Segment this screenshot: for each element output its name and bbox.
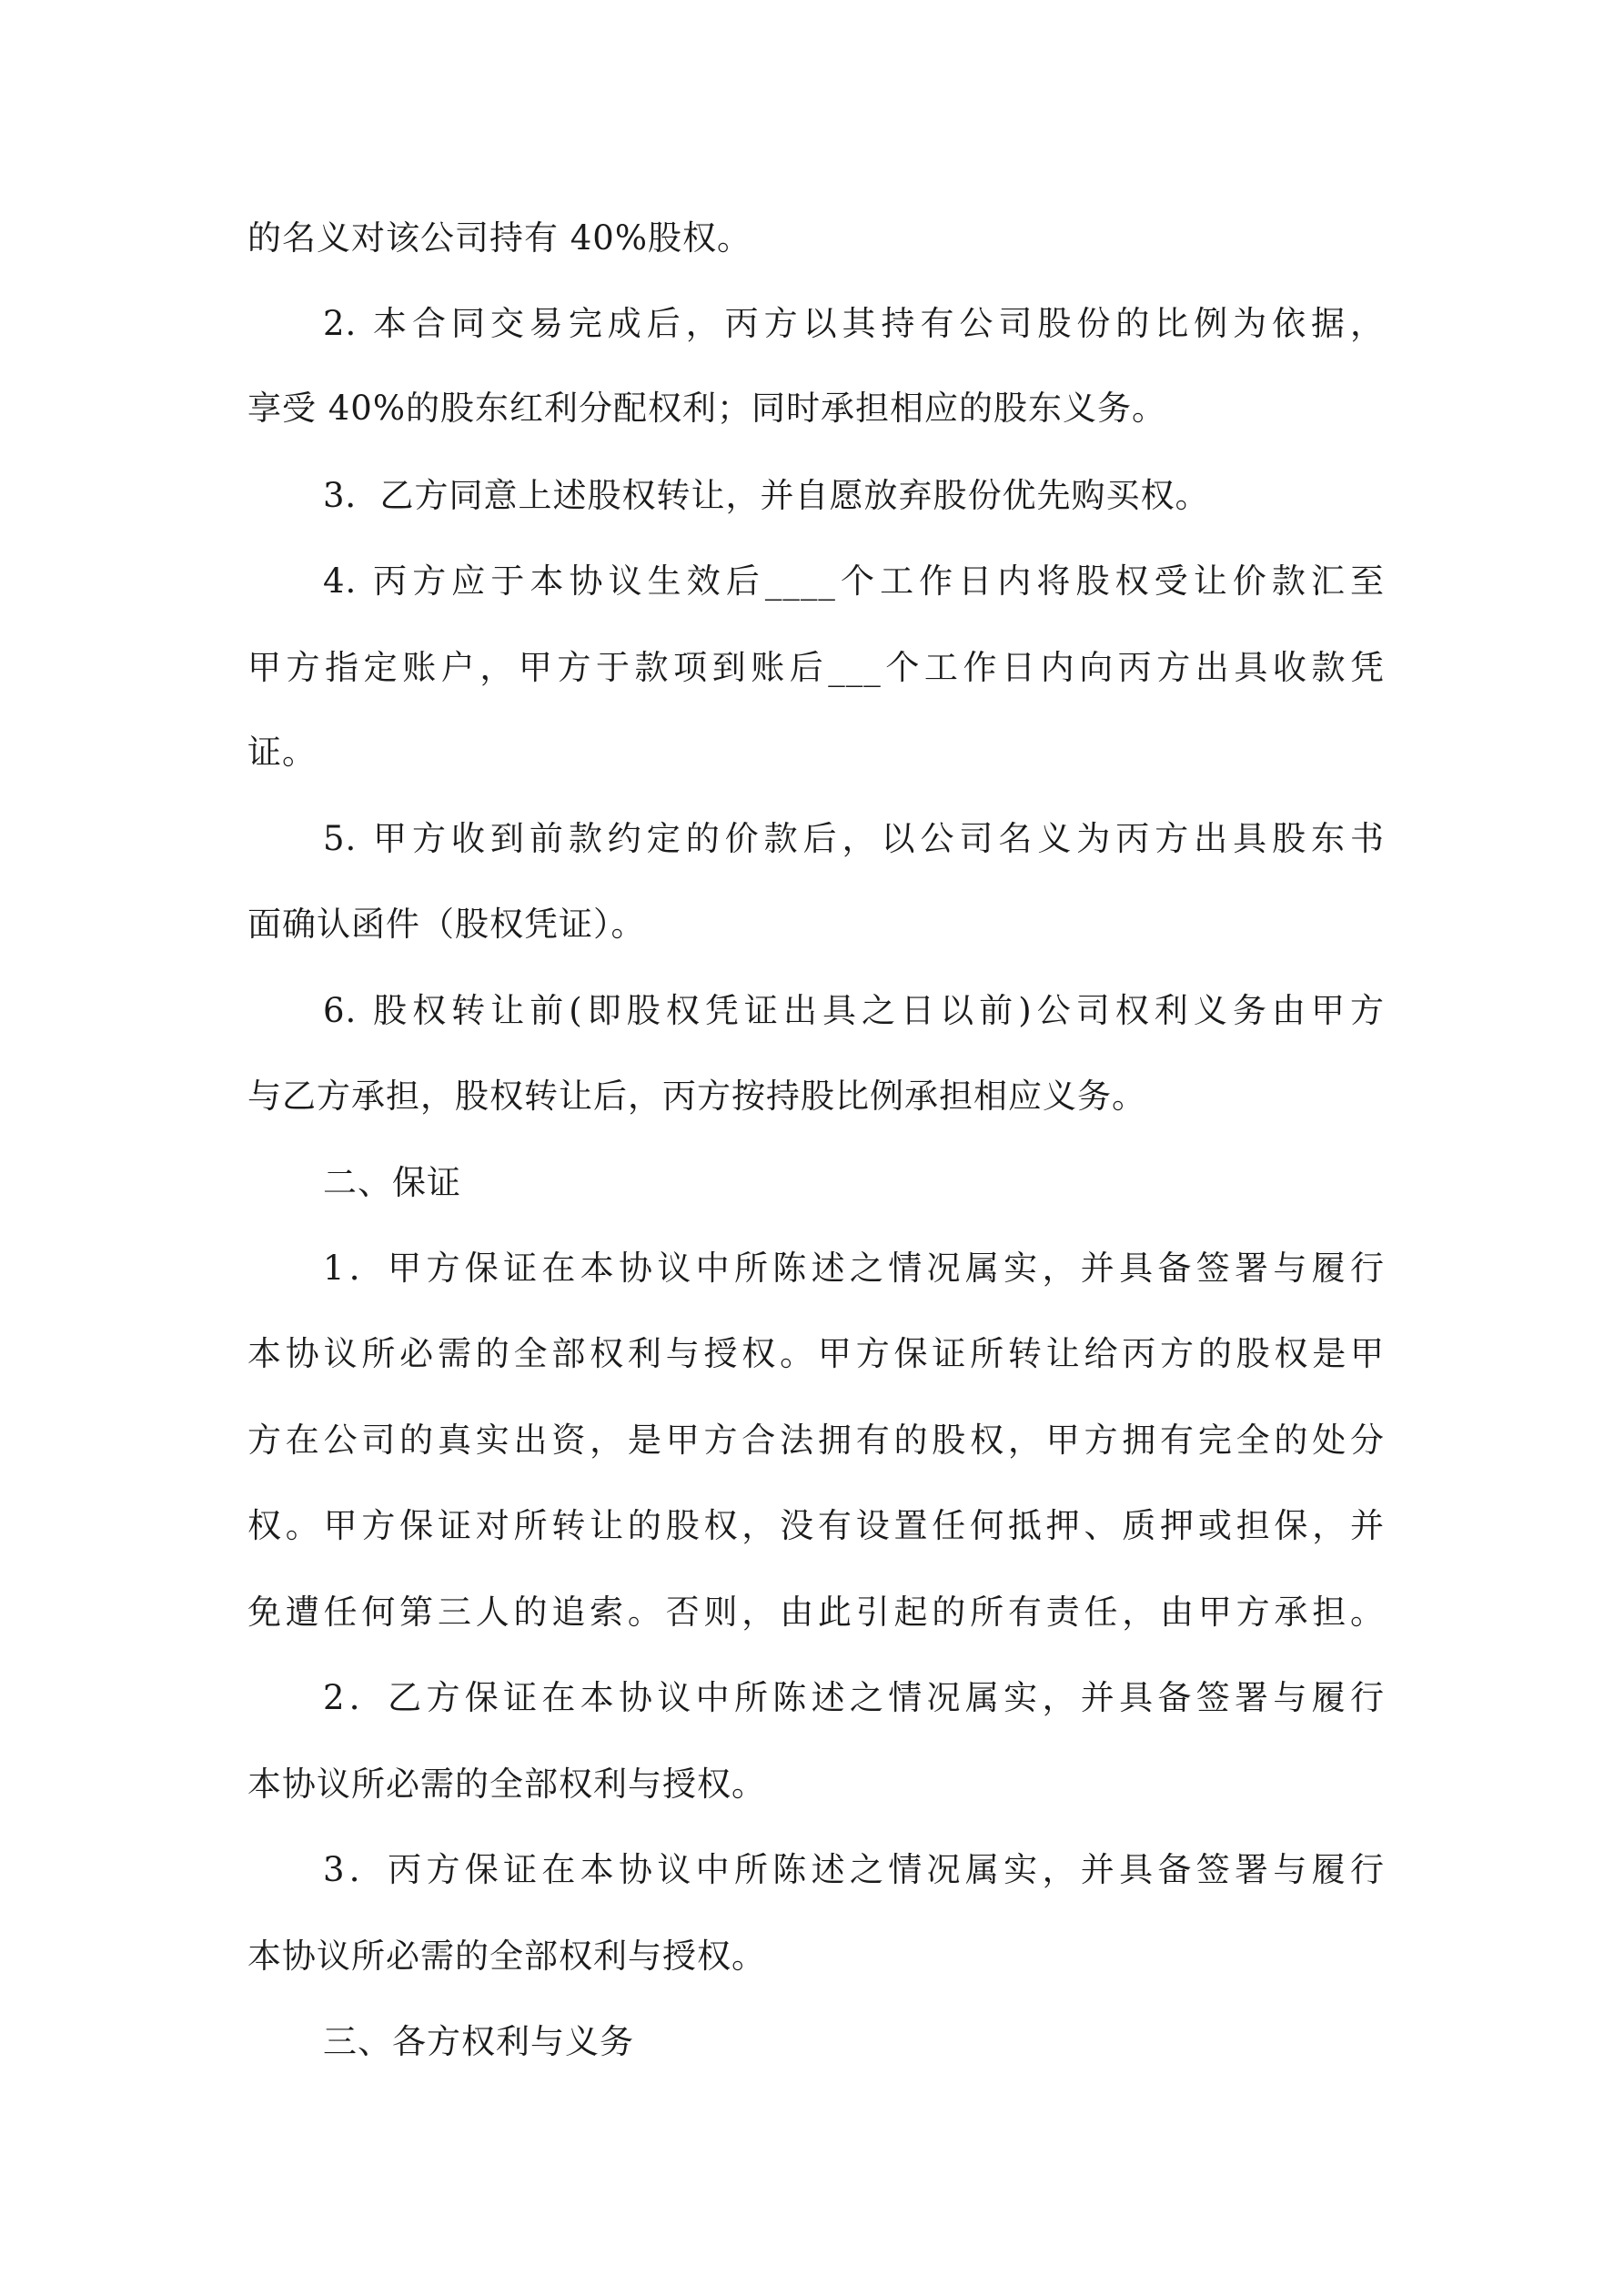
section-heading: 三、各方权利与义务: [323, 2022, 634, 2061]
paragraph-line: 2．乙方保证在本协议中所陈述之情况属实，并具备签署与履行: [323, 1678, 1385, 1717]
paragraph-line: 的名义对该公司持有 40%股权。: [247, 218, 751, 258]
paragraph-line: 面确认函件（股权凭证）。: [247, 905, 646, 944]
paragraph-line: 权。甲方保证对所转让的股权，没有设置任何抵押、质押或担保，并: [247, 1506, 1385, 1545]
paragraph-line: 本协议所必需的全部权利与授权。: [247, 1765, 766, 1804]
paragraph-line: 6. 股权转让前(即股权凭证出具之日以前)公司权利义务由甲方: [323, 991, 1385, 1030]
paragraph-line: 方在公司的真实出资，是甲方合法拥有的股权，甲方拥有完全的处分: [247, 1421, 1385, 1460]
paragraph-line: 1．甲方保证在本协议中所陈述之情况属实，并具备签署与履行: [323, 1249, 1385, 1288]
paragraph-line: 享受 40%的股东红利分配权利；同时承担相应的股东义务。: [247, 389, 1166, 428]
paragraph-line: 本协议所必需的全部权利与授权。: [247, 1937, 766, 1976]
paragraph-line: 4. 丙方应于本协议生效后____个工作日内将股权受让价款汇至: [323, 561, 1385, 601]
paragraph-line: 5. 甲方收到前款约定的价款后，以公司名义为丙方出具股东书: [323, 819, 1385, 858]
paragraph-line: 与乙方承担，股权转让后，丙方按持股比例承担相应义务。: [247, 1077, 1146, 1116]
paragraph-line: 3．乙方同意上述股权转让，并自愿放弃股份优先购买权。: [323, 476, 1210, 515]
paragraph-line: 本协议所必需的全部权利与授权。甲方保证所转让给丙方的股权是甲: [247, 1334, 1385, 1373]
paragraph-line: 免遭任何第三人的追索。否则，由此引起的所有责任，由甲方承担。: [247, 1593, 1385, 1632]
paragraph-line: 甲方指定账户，甲方于款项到账后___个工作日内向丙方出具收款凭: [247, 648, 1385, 687]
section-heading: 二、保证: [323, 1163, 461, 1202]
paragraph-line: 2. 本合同交易完成后，丙方以其持有公司股份的比例为依据，: [323, 304, 1385, 343]
paragraph-line: 证。: [247, 733, 317, 772]
paragraph-line: 3．丙方保证在本协议中所陈述之情况属实，并具备签署与履行: [323, 1850, 1385, 1889]
